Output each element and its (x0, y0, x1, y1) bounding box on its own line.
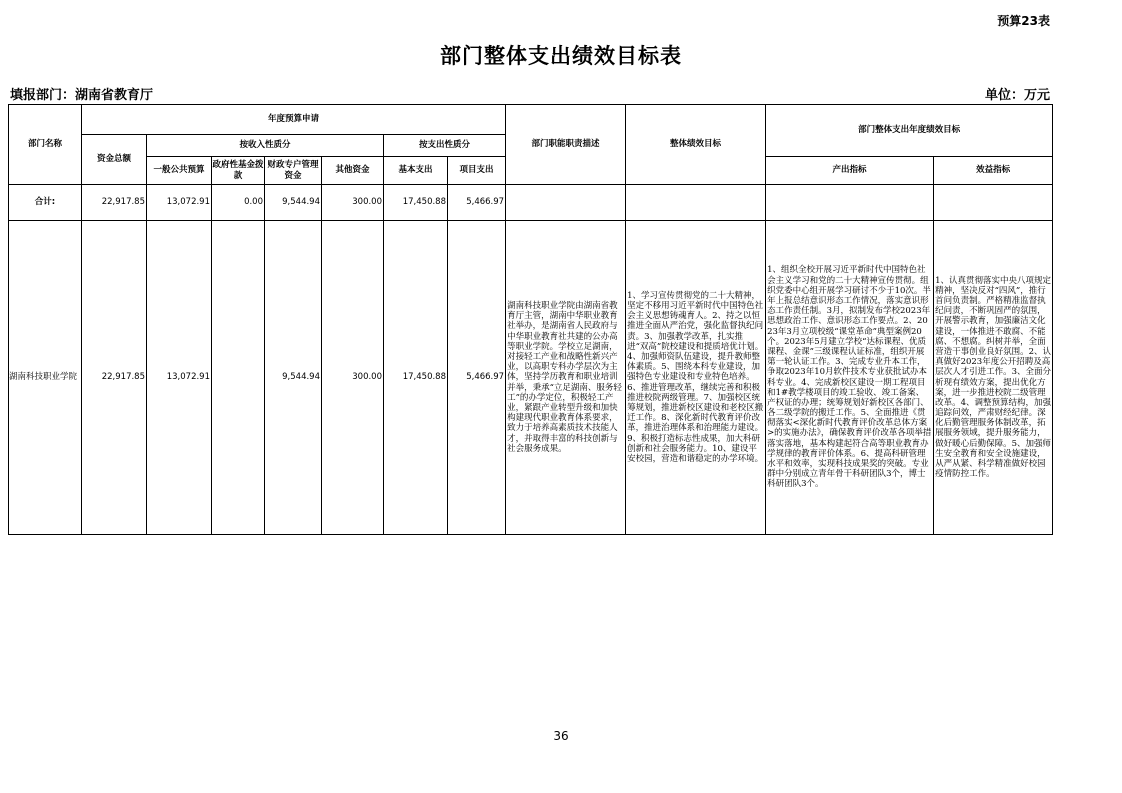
overall-goal-text: 1、学习宣传贯彻党的二十大精神，坚定不移用习近平新时代中国特色社会主义思想铸魂育人。2、持之以恒推进全面从严治党，强化监督执纪问责。3、加强教学改革，扎实推进“双高”院校建设和提质培优计划。4、加强师资队伍建设，提升教师整体素质。5、围绕本科专业建设，加强特色专业建设和专业特色培养。6、推进管理改革，继续完善和积极推进校院两级管理。7、加强校区统筹规划，推进新校区建设和老校区搬迁工作。8、深化新时代教育评价改革，推进治理体系和治理能力建设。9、积极打造标志性成果，加大科研创新和社会服务能力。10、建设平安校园，营造和谐稳定的办学环境。 (627, 290, 764, 464)
project-expense-cell: 5,466.97 (448, 221, 506, 535)
output-indicator-cell (766, 221, 934, 535)
col-header-annual-goal: 部门整体支出年度绩效目标 (766, 105, 1053, 157)
col-header-fiscal-special: 财政专户管理资金 (265, 157, 322, 185)
page-number: 36 (553, 729, 569, 743)
col-header-overall-goal: 整体绩效目标 (626, 105, 766, 185)
table-number-label: 预算23表 (997, 14, 1050, 28)
total-gov-fund-cell: 0.00 (212, 185, 265, 221)
col-header-basic-expense: 基本支出 (384, 157, 448, 185)
general-public-cell: 13,072.91 (147, 221, 212, 535)
benefit-indicator-text: 1、认真贯彻落实中央八项规定精神，坚决反对“四风”，推行首问负责制。严格精准监督执纪问责，不断巩固严的氛围，开展警示教育，加强廉洁文化建设，一体推进不敢腐、不能腐、不想腐。纠树并举，全面营造干事创业良好氛围。2、认真做好2023年度公开招聘及高层次人才引进工作。3、全面分析现有绩效方案，提出优化方案，进一步推进校院二级管理改革。4、调整预算结构，加强追踪问效，严肃财经纪律。深化后勤管理服务体制改革，拓展服务领域，提升服务能力，做好暖心后勤保障。5、加强师生安全教育和安全设施建设，从严从紧、科学精准做好校园疫情防控工作。 (935, 275, 1051, 480)
filing-department: 填报部门：湖南省教育厅 (10, 88, 154, 103)
dept-name-cell: 湖南科技职业学院 (9, 221, 82, 535)
duty-desc-text: 湖南科技职业学院由湖南省教育厅主管，湖南中华职业教育社举办，是湖南省人民政府与中华职业教育社共建的公办高等职业学院。学校立足湖南，对接轻工产业和战略性新兴产业，以高职专科办学层次为主体，坚持学历教育和职业培训并举，秉承“立足湖南、服务轻工”的办学定位，积极轻工产业，紧跟产业转型升级和加快构建现代职业教育体系要求，致力于培养高素质技术技能人才，并取得丰富的科技创新与社会服务成果。 (507, 301, 622, 454)
total-label: 合计: (9, 185, 82, 221)
total-project-cell: 5,466.97 (448, 185, 506, 221)
total-general-public-cell: 13,072.91 (147, 185, 212, 221)
col-header-annual-budget: 年度预算申请 (82, 105, 506, 135)
col-header-benefit-indicator: 效益指标 (934, 157, 1053, 185)
col-header-output-indicator: 产出指标 (766, 157, 934, 185)
output-indicator-text: 1、组织全校开展习近平新时代中国特色社会主义学习和党的二十大精神宣传贯彻。组织党委中心组开展学习研讨不少于10次。半年上报总结意识形态工作情况，落实意识形态工作责任制。3月，拟制发布学校2023年思想政治工作、意识形态工作要点。2、2023年3月立项校级“课堂革命”典型案例20个。2023年5月建立学校“达标课程、优质课程、金课”三级课程认证标准，组织开展第一轮认证工作。3、完成专业升本工作，争取2023年10月软件技术专业获批试办本科专业。4、完成新校区建设一期工程项目和1#教学楼项目的竣工验收、竣工备案、产权证的办理；统筹规划好新校区各部门、各二级学院的搬迁工作。5、全面推进《贯彻落实<深化新时代教育评价改革总体方案>的实施办法》，确保教育评价改革各项举措落实落地，基本构建起符合高等职业教育办学规律的教育评价体系。6、提高科研管理水平和效率，实现科技成果奖的突破。专业群中分别成立青年骨干科研团队3个，博士科研团队3个。 (767, 265, 932, 490)
funds-total-cell: 22,917.85 (82, 221, 147, 535)
benefit-indicator-cell (934, 221, 1053, 535)
total-fiscal-special-cell: 9,544.94 (265, 185, 322, 221)
duty-desc-cell (506, 221, 626, 535)
table-row (9, 221, 1053, 535)
col-header-by-expense: 按支出性质分 (384, 135, 506, 157)
col-header-general-public: 一般公共预算 (147, 157, 212, 185)
col-header-gov-fund: 政府性基金拨款 (212, 157, 265, 185)
gov-fund-cell (212, 221, 265, 535)
col-header-dept-name: 部门名称 (9, 105, 82, 185)
col-header-by-income: 按收入性质分 (147, 135, 384, 157)
performance-goal-table (8, 104, 1053, 535)
total-other-cell: 300.00 (322, 185, 384, 221)
col-header-other-funds: 其他资金 (322, 157, 384, 185)
page-title: 部门整体支出绩效目标表 (440, 44, 682, 68)
total-basic-cell: 17,450.88 (384, 185, 448, 221)
other-funds-cell: 300.00 (322, 221, 384, 535)
total-funds-cell: 22,917.85 (82, 185, 147, 221)
basic-expense-cell: 17,450.88 (384, 221, 448, 535)
col-header-duty-desc: 部门职能职责描述 (506, 105, 626, 185)
unit-label: 单位：万元 (984, 88, 1050, 103)
col-header-total-funds: 资金总额 (82, 135, 147, 185)
fiscal-special-cell: 9,544.94 (265, 221, 322, 535)
total-row (9, 185, 1053, 221)
col-header-project-expense: 项目支出 (448, 157, 506, 185)
overall-goal-cell (626, 221, 766, 535)
